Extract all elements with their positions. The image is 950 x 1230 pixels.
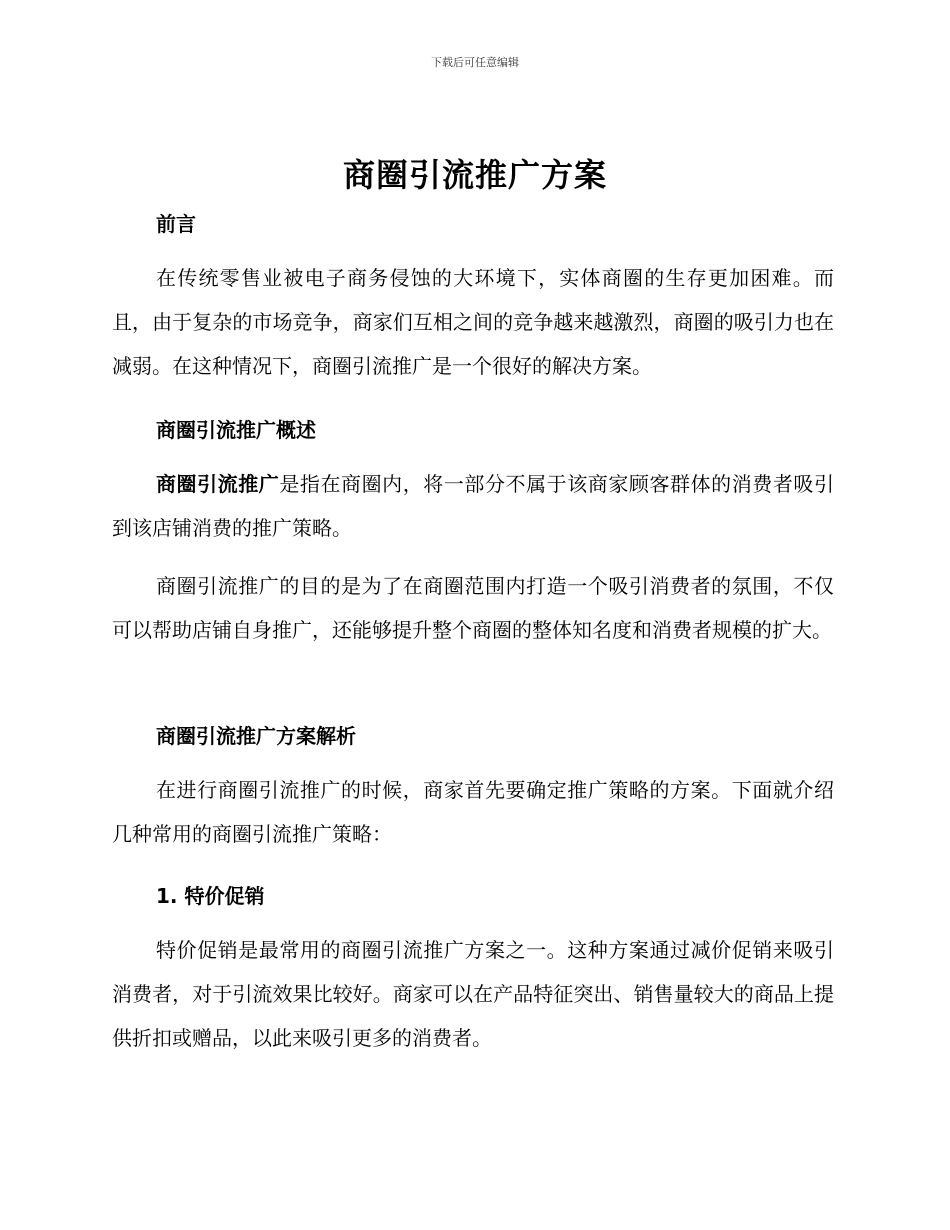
section-heading-overview: 商圈引流推广概述 (156, 418, 316, 442)
definition-text: 是指在商圈内，将一部分不属于该商家顾客群体的消费者吸引到该店铺消费的推广策略。 (112, 472, 834, 540)
paragraph-overview-definition (112, 462, 834, 550)
paragraph-intro: 在传统零售业被电子商务侵蚀的大环境下，实体商圈的生存更加困难。而且，由于复杂的市场竞争，商家们互相之间的竞争越来越激烈，商圈的吸引力也在减弱。在这种情况下，商圈引流推广是一个很好的解决方案。 (112, 266, 834, 378)
section-heading-analysis: 商圈引流推广方案解析 (156, 724, 356, 748)
document-title: 商圈引流推广方案 (342, 156, 607, 194)
page-header-note: 下载后可任意编辑 (431, 56, 519, 69)
list-item-heading-1: 1. 特价促销 (156, 884, 265, 908)
paragraph-overview-purpose: 商圈引流推广的目的是为了在商圈范围内打造一个吸引消费者的氛围，不仅可以帮助店铺自身推广，还能够提升整个商圈的整体知名度和消费者规模的扩大。 (112, 574, 834, 642)
section-heading-intro: 前言 (156, 212, 196, 236)
paragraph-item-1: 特价促销是最常用的商圈引流推广方案之一。这种方案通过减价促销来吸引消费者，对于引流效果比较好。商家可以在产品特征突出、销售量较大的商品上提供折扣或赠品，以此来吸引更多的消费者。 (112, 938, 834, 1050)
bold-term: 商圈引流推广 (156, 472, 280, 496)
paragraph-analysis: 在进行商圈引流推广的时候，商家首先要确定推广策略的方案。下面就介绍几种常用的商圈引流推广策略： (112, 778, 834, 846)
